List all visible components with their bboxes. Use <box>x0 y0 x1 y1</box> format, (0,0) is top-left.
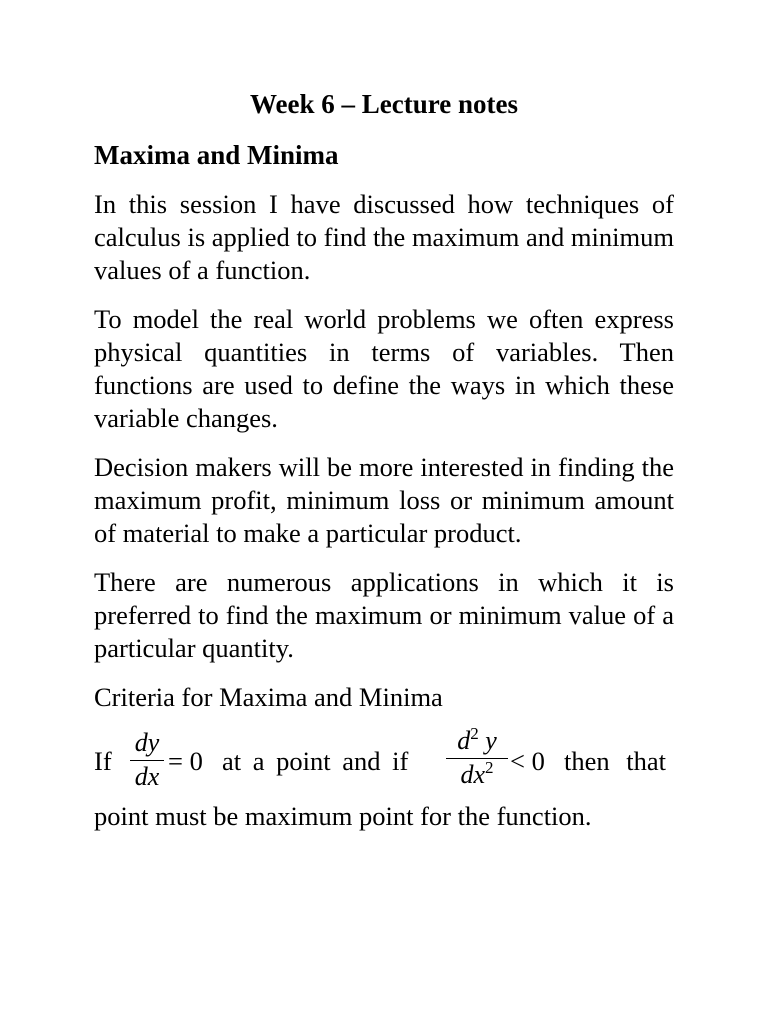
criterion-mid-text: at a point and if <box>222 746 409 776</box>
first-derivative-fraction <box>130 728 164 792</box>
document-title: Week 6 – Lecture notes <box>250 89 518 119</box>
section-heading: Maxima and Minima <box>94 140 339 170</box>
criterion-then-text: then that <box>564 746 666 776</box>
criterion-continuation: point must be maximum point for the function. <box>94 801 592 831</box>
second-derivative-fraction <box>446 726 508 790</box>
criterion-if-text: If <box>94 746 112 776</box>
first-derivative-numerator: dy <box>130 728 164 761</box>
first-derivative-denominator: dx <box>134 762 160 791</box>
criterion-equals-zero: = 0 <box>168 746 203 776</box>
criterion-less-than-zero: < 0 <box>510 746 545 776</box>
criterion-formula-line <box>94 724 674 800</box>
paragraph-decision-makers: Decision makers will be more interested in finding the maximum profit, minimum loss or minimum amount of material to make a particular product. <box>94 452 674 548</box>
paragraph-applications: There are numerous applications in which it is preferred to find the maximum or minimum value of a particular quantity. <box>94 567 674 663</box>
paragraph-modeling: To model the real world problems we often express physical quantities in terms of variables. Then functions are used to define the ways in which these variable changes. <box>94 304 674 433</box>
document-page <box>94 86 674 833</box>
criteria-subheading: Criteria for Maxima and Minima <box>94 682 443 712</box>
second-derivative-numerator: $d^2$ y <box>446 726 508 759</box>
paragraph-intro: In this session I have discussed how techniques of calculus is applied to find the maximum and minimum values of a function. <box>94 189 674 285</box>
second-derivative-denominator: $dx^2$ <box>460 758 494 789</box>
